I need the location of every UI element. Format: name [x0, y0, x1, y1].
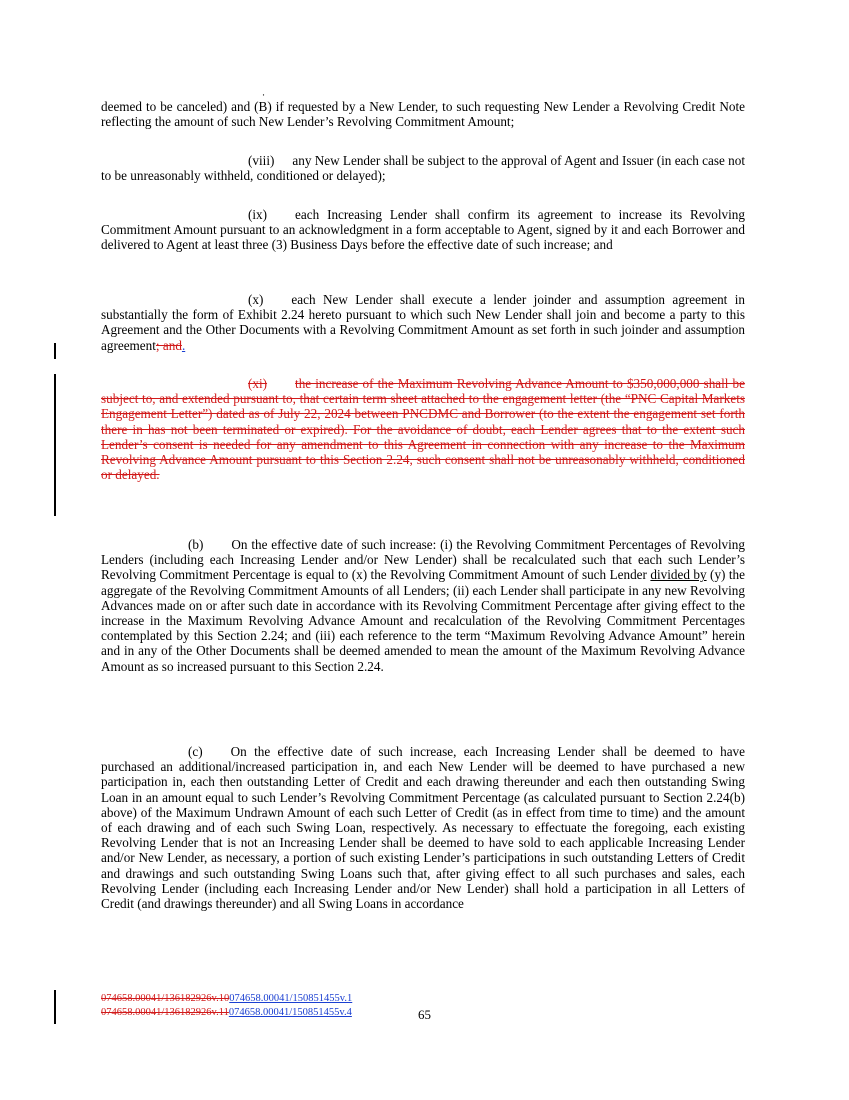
clause-number: (x) [248, 292, 264, 307]
inserted-doc-id: 074658.00041/150851455v.4 [228, 1007, 352, 1018]
paragraph-b: (b) On the effective date of such increase: (i) the Revolving Commitment Percentages of Revolving Lenders (including each Increasing Lender and/or New Lender) shall be recalculated such that each such Lender’s Revolving Commitment Percentage is equal to (x) the Revolving Commitment Amount of such Lender divided by (y) the aggregate of the Revolving Commitment Amounts of all Lenders; (ii) each Lender shall participate in any new Revolving Advances made on or after such date in accordance with its Revolving Commitment Percentage after giving effect to the increase in the Maximum Revolving Advance Amount and recalculation of the Revolving Commitment Percentages contemplated by this Section 2.24; and (iii) each reference to the term “Maximum Revolving Advance Amount” herein and in any of the Other Documents shall be deemed amended to mean the amount of the Maximum Revolving Advance Amount as so increased pursuant to this Section 2.24. [101, 537, 745, 674]
clause-ix: (ix) each Increasing Lender shall confirm its agreement to increase its Revolving Commitment Amount pursuant to an acknowledgment in a form acceptable to Agent, signed by it and each Borrower and delivered to Agent at least three (3) Business Days before the effective date of such increase; and [101, 207, 745, 253]
underlined-term: divided by [650, 567, 707, 583]
clause-number: (ix) [248, 207, 268, 222]
footer-doc-id-2 [101, 1007, 352, 1019]
inserted-doc-id: 074658.00041/150851455v.1 [229, 993, 353, 1004]
clause-viii: (viii) any New Lender shall be subject to the approval of Agent and Issuer (in each case not to be unreasonably withheld, conditioned or delayed); [101, 153, 745, 184]
clause-letter-b: ˙ B [259, 99, 268, 114]
footer-doc-id-1 [101, 993, 352, 1005]
deleted-doc-id: 074658.00041/136182926v.11 [101, 1007, 229, 1018]
page-number: 65 [418, 1007, 431, 1022]
deleted-doc-id: 074658.00041/136182926v.10 [101, 993, 230, 1004]
paragraph-number: (c) [188, 744, 203, 759]
change-bar [54, 343, 56, 359]
change-bar [54, 374, 56, 516]
paragraph-c: (c) On the effective date of such increase, each Increasing Lender shall be deemed to have purchased an additional/increased participation in, and each New Lender will be deemed to have purchased a new participation in, each then outstanding Letter of Credit and each drawing thereunder and each then outstanding Swing Loan in an amount equal to such Lender’s Revolving Commitment Percentage (as calculated pursuant to Section 2.24(b) above) of the Maximum Undrawn Amount of each such Letter of Credit (as in effect from time to time) and the amount of each drawing and of each such Swing Loan, respectively. As necessary to effectuate the foregoing, each existing Revolving Lender that is not an Increasing Lender shall be deemed to have sold to each applicable Increasing Lender and/or New Lender, as necessary, a portion of such existing Lender’s participations in such outstanding Letters of Credit and drawings and such outstanding Swing Loans such that, after giving effect to all such purchases and sales, each Revolving Lender (including each Increasing Lender and/or New Lender) shall hold a participation in all Letters of Credit (and drawings thereunder) and all Swing Loans in accordance [101, 744, 745, 912]
inserted-text: . [181, 337, 186, 353]
clause-number: (xi) [248, 376, 268, 391]
paragraph-number: (b) [188, 537, 204, 552]
clause-number: (viii) [248, 153, 275, 168]
clause-xi-deleted: (xi) the increase of the Maximum Revolving Advance Amount to $350,000,000 shall be subject to, and extended pursuant to, that certain term sheet attached to the engagement letter (the “PNC Capital Markets Engagement Letter”) dated as of July 22, 2024 between PNCDMC and Borrower (to the extent the engagement set forth there in has not been terminated or expired). For the avoidance of doubt, each Lender agrees that to the extent such Lender’s consent is needed for any amendment to this Agreement in connection with any increase to the Maximum Revolving Advance Amount pursuant to this Section 2.24, such consent shall not be unreasonably withheld, conditioned or delayed. [101, 376, 745, 483]
deleted-text: ; and [155, 337, 182, 353]
paragraph-continuation: deemed to be canceled) and (˙ B) if requested by a New Lender, to such requesting New Lender a Revolving Credit Note reflecting the amount of such New Lender’s Revolving Commitment Amount; [101, 99, 745, 129]
clause-x: (x) each New Lender shall execute a lender joinder and assumption agreement in substantially the form of Exhibit 2.24 hereto pursuant to which such New Lender shall join and become a party to this Agreement and the Other Documents with a Revolving Commitment Amount as set forth in such joinder and assumption agreement; and. [101, 292, 745, 353]
